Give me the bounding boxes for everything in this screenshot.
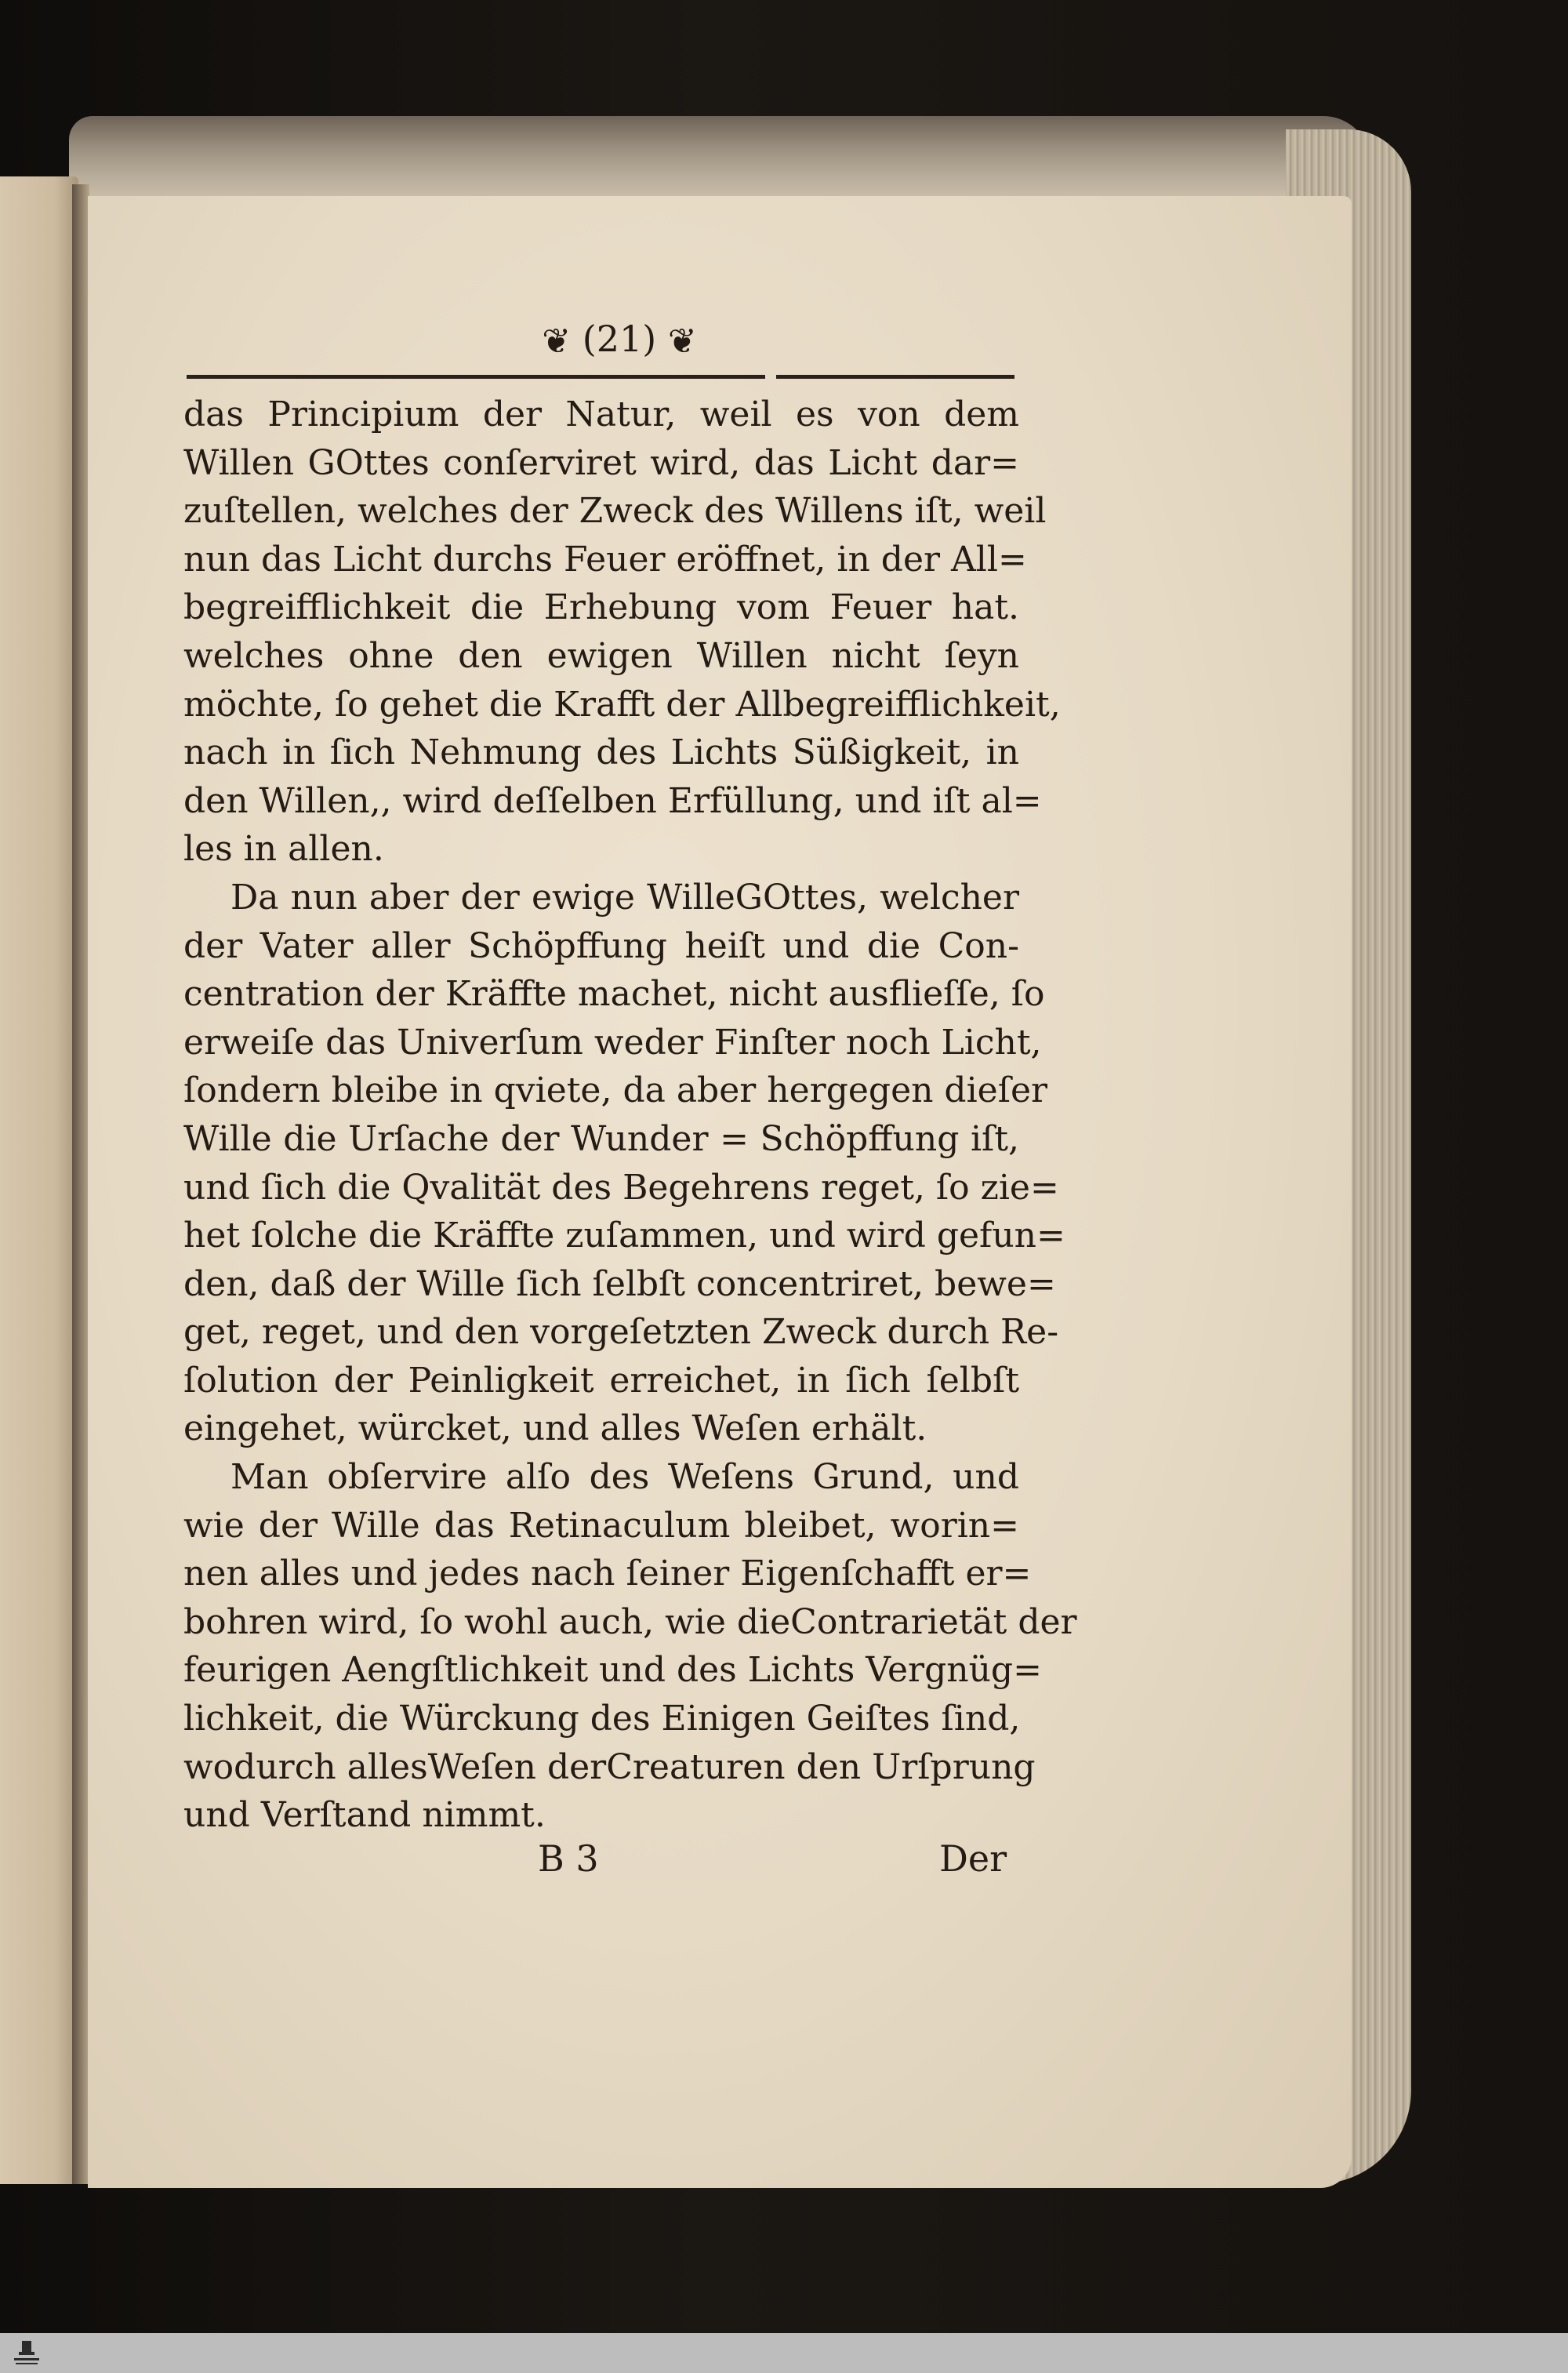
text-line: Willen GOttes conſerviret wird, das Licht dar= — [183, 442, 1019, 483]
paragraph — [183, 391, 1061, 874]
paragraph — [183, 874, 1065, 1453]
text-line: Wille die Urſache der Wunder = Schöpffung iſt, — [183, 1118, 1019, 1159]
text-line: das Principium der Natur, weil es von dem — [183, 394, 1019, 434]
text-line: ſondern bleibe in qviete, da aber hergegen dieſer — [183, 1070, 1048, 1111]
text-line: begreifflichkeit die Erhebung vom Feuer hat. — [183, 587, 1019, 628]
book-top-edge — [69, 116, 1370, 204]
ornament-left-icon: ❦ — [542, 322, 572, 362]
text-line: het ſolche die Kräffte zuſammen, und wird gefun= — [183, 1216, 1065, 1256]
text-line: erweiſe das Univerſum weder Finſter noch Licht, — [183, 1022, 1042, 1063]
text-line: und Verſtand nimmt. — [183, 1795, 546, 1836]
bottom-strip — [0, 2333, 1568, 2373]
text-line: zuſtellen, welches der Zweck des Willens iſt, weil — [183, 491, 1047, 532]
paragraph — [183, 1453, 1077, 1840]
header-rule-left — [187, 375, 765, 379]
page-header — [478, 307, 760, 370]
library-logo-icon — [11, 2339, 42, 2368]
text-line: nach in ſich Nehmung des Lichts Süßigkeit, in — [183, 732, 1019, 773]
text-line: nen alles und jedes nach ſeiner Eigenſchafft er= — [183, 1554, 1032, 1594]
text-line: lichkeit, die Würckung des Einigen Geiſtes ſind, — [183, 1699, 1021, 1739]
header-rule-right — [776, 375, 1014, 379]
text-line: bohren wird, ſo wohl auch, wie dieContrarietät der — [183, 1601, 1077, 1642]
text-line: eingehet, würcket, und alles Weſen erhält. — [183, 1408, 927, 1449]
page-body-text — [183, 391, 1077, 1840]
text-line: ſolution der Peinligkeit erreichet, in ſich ſelbſt — [183, 1360, 1019, 1401]
ornament-right-icon: ❦ — [667, 322, 697, 362]
text-line: les in allen. — [183, 829, 384, 870]
text-line: Man obſervire alſo des Weſens Grund, und — [230, 1457, 1019, 1498]
page-number: (21) — [582, 318, 657, 360]
catchword: Der — [939, 1837, 1007, 1880]
text-line: der Vater aller Schöpffung heiſt und die Con- — [183, 925, 1019, 966]
left-page-edge — [0, 176, 78, 2184]
text-line: und ſich die Qvalität des Begehrens reget, ſo zie= — [183, 1167, 1059, 1208]
text-line: wie der Wille das Retinaculum bleibet, worin= — [183, 1505, 1019, 1546]
text-line: den Willen,, wird deſſelben Erfüllung, und iſt al= — [183, 780, 1042, 821]
text-line: Da nun aber der ewige WilleGOttes, welcher — [230, 877, 1019, 918]
text-line: den, daß der Wille ſich ſelbſt concentriret, bewe= — [183, 1263, 1056, 1304]
text-line: centration der Kräffte machet, nicht ausflieſſe, ſo — [183, 974, 1045, 1015]
book-gutter — [72, 184, 89, 2184]
signature-mark: B 3 — [538, 1837, 599, 1880]
text-line: wodurch allesWeſen derCreaturen den Urſprung — [183, 1746, 1036, 1787]
text-line: feurigen Aengſtlichkeit und des Lichts Vergnüg= — [183, 1650, 1042, 1691]
text-line: möchte, ſo gehet die Krafft der Allbegreifflichkeit, — [183, 684, 1061, 725]
text-line: nun das Licht durchs Feuer eröffnet, in der All= — [183, 539, 1027, 580]
text-line: welches ohne den ewigen Willen nicht ſeyn — [183, 635, 1019, 676]
text-line: get, reget, und den vorgeſetzten Zweck durch Re- — [183, 1312, 1059, 1353]
